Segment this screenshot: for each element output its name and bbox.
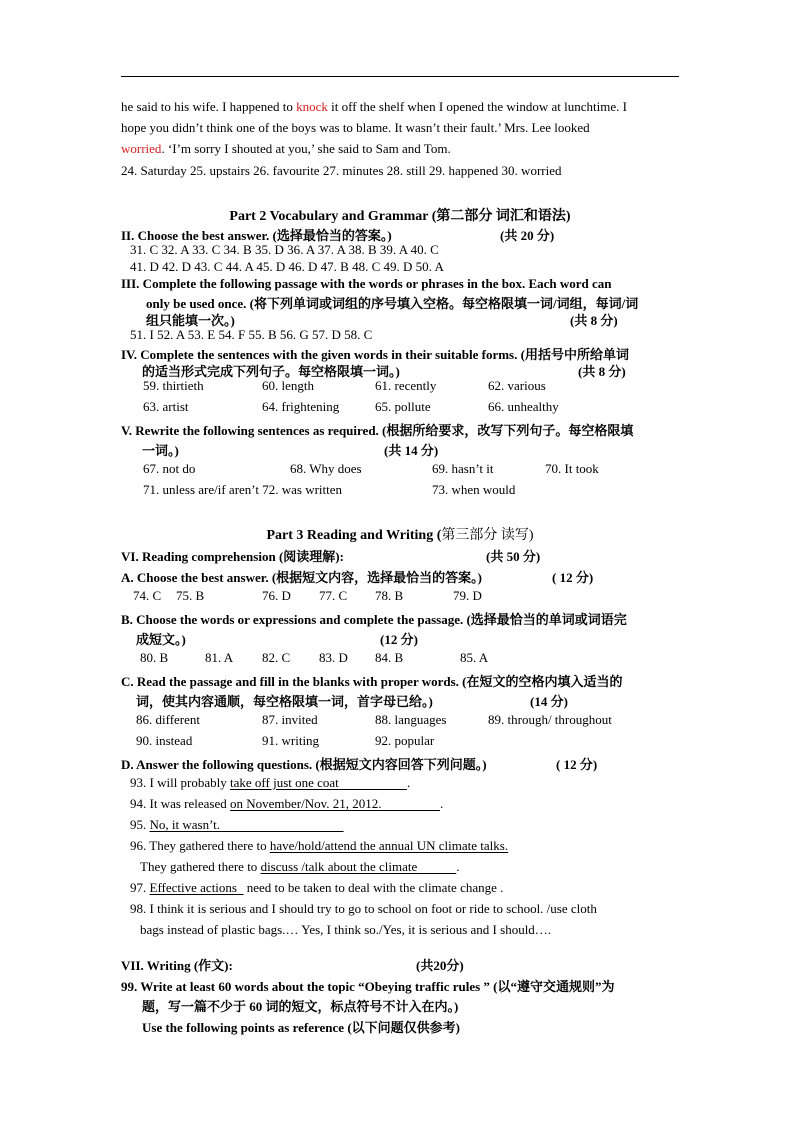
sec3-heading-1: III. Complete the following passage with the words or phrases in the box. Each word can — [121, 276, 612, 291]
answers-24-30: 24. Saturday 25. upstairs 26. favourite 27. minutes 28. still 29. happened 30. worried — [121, 163, 562, 178]
q99-line-1: 99. Write at least 60 words about the topic “Obeying traffic rules ” (以“遵守交通规则”为 — [121, 979, 615, 994]
sec5-heading-2: 一词。) — [142, 443, 179, 458]
sec3-heading-3: 组只能填一次。) — [146, 313, 235, 328]
q99-line-3: Use the following points as reference (以下问题仅供参考) — [142, 1020, 460, 1035]
answer-61: 61. recently — [375, 378, 437, 393]
answer-98a: 98. I think it is serious and I should try to go to school on foot or ride to school. /use cloth — [130, 901, 597, 916]
sec6a-heading: A. Choose the best answer. (根据短文内容，选择最恰当的答案。) — [121, 570, 482, 585]
answer-70: 70. It took — [545, 461, 599, 476]
sec5-heading-1: V. Rewrite the following sentences as required. (根据所给要求，改写下列句子。每空格限填 — [121, 423, 634, 438]
sec4-heading-2: 的适当形式完成下列句子。每空格限填一词。) — [142, 364, 400, 379]
sec6c-heading-1: C. Read the passage and fill in the blanks with proper words. (在短文的空格内填入适当的 — [121, 674, 623, 689]
part2-title: Part 2 Vocabulary and Grammar (第二部分 词汇和语法) — [229, 209, 571, 224]
sec6d-heading: D. Answer the following questions. (根据短文内容回答下列问题。) — [121, 757, 487, 772]
answer-93: 93. I will probably take off just one coat​ . — [130, 775, 411, 790]
answer-84: 84. B — [375, 650, 404, 665]
answer-80: 80. B — [140, 650, 169, 665]
sec6b-heading-1: B. Choose the words or expressions and complete the passage. (选择最恰当的单词或词语完 — [121, 612, 627, 627]
answers-31-40: 31. C 32. A 33. C 34. B 35. D 36. A 37. A 38. B 39. A 40. C — [130, 242, 439, 257]
sec6-heading: VI. Reading comprehension (阅读理解): — [121, 549, 344, 564]
story-line-2: hope you didn’t think one of the boys was to blame. It wasn’t their fault.’ Mrs. Lee looked — [121, 120, 590, 135]
answer-95: 95. No, it wasn’t.​ — [130, 817, 344, 832]
answer-85: 85. A — [460, 650, 489, 665]
answer-63: 63. artist — [143, 399, 189, 414]
answer-78: 78. B — [375, 588, 404, 603]
sec5-score: (共 14 分) — [384, 443, 439, 458]
answer-96b: They gathered there to discuss /talk about the climate​ . — [140, 859, 460, 874]
sec2-score: (共 20 分) — [500, 228, 555, 243]
answer-64: 64. frightening — [262, 399, 340, 414]
answer-92: 92. popular — [375, 733, 435, 748]
answer-89: 89. through/ throughout — [488, 712, 612, 727]
sec6c-score: (14 分) — [530, 694, 568, 709]
sec6a-score: ( 12 分) — [552, 570, 594, 585]
sec4-score: (共 8 分) — [578, 364, 626, 379]
answer-66: 66. unhealthy — [488, 399, 559, 414]
answer-59: 59. thirtieth — [143, 378, 204, 393]
answer-65: 65. pollute — [375, 399, 431, 414]
sec6b-heading-2: 成短文。) — [136, 632, 186, 647]
answers-71-72: 71. unless are/if aren’t 72. was written — [143, 482, 343, 497]
sec6c-heading-2: 词，使其内容通顺，每空格限填一词，首字母已给。) — [136, 694, 433, 709]
answer-67: 67. not do — [143, 461, 196, 476]
answers-41-50: 41. D 42. D 43. C 44. A 45. D 46. D 47. B 48. C 49. D 50. A — [130, 259, 444, 274]
answer-88: 88. languages — [375, 712, 447, 727]
answer-86: 86. different — [136, 712, 201, 727]
answer-75: 75. B — [176, 588, 205, 603]
answer-91: 91. writing — [262, 733, 320, 748]
answer-60: 60. length — [262, 378, 314, 393]
answer-knock: knock — [296, 99, 328, 114]
sec7-heading: VII. Writing (作文): — [121, 958, 233, 973]
answer-87: 87. invited — [262, 712, 318, 727]
sec3-heading-2: only be used once. (将下列单词或词组的序号填入空格。每空格限填一词/词组，每词/词 — [146, 296, 639, 311]
answer-79: 79. D — [453, 588, 482, 603]
answer-76: 76. D — [262, 588, 291, 603]
answer-82: 82. C — [262, 650, 291, 665]
answer-worried: worried — [121, 141, 162, 156]
sec6d-score: ( 12 分) — [556, 757, 598, 772]
story-line-3: worried. ‘I’m sorry I shouted at you,’ she said to Sam and Tom. — [121, 141, 451, 156]
answer-98b: bags instead of plastic bags.… Yes, I think so./Yes, it is serious and I should…. — [140, 922, 552, 937]
answer-96a: 96. They gathered there to have/hold/attend the annual UN climate talks. — [130, 838, 509, 853]
sec4-heading-1: IV. Complete the sentences with the given words in their suitable forms. (用括号中所给单词 — [121, 347, 629, 362]
answer-68: 68. Why does — [290, 461, 362, 476]
sec6b-score: (12 分) — [380, 632, 418, 647]
answer-62: 62. various — [488, 378, 546, 393]
sec3-score: (共 8 分) — [570, 313, 618, 328]
answer-74: 74. C — [133, 588, 162, 603]
answer-77: 77. C — [319, 588, 348, 603]
q99-line-2: 题，写一篇不少于 60 词的短文，标点符号不计入在内。) — [142, 999, 459, 1014]
sec2-heading: II. Choose the best answer. (选择最恰当的答案。) — [121, 228, 392, 243]
answer-97: 97. Effective actions​ need to be taken to deal with the climate change . — [130, 880, 504, 895]
header-rule — [121, 76, 679, 77]
part3-title: Part 3 Reading and Writing (第三部分 读写) — [266, 528, 534, 543]
answer-83: 83. D — [319, 650, 348, 665]
answer-94: 94. It was released on November/Nov. 21, 2012.​ . — [130, 796, 444, 811]
answer-81: 81. A — [205, 650, 234, 665]
sec6-score: (共 50 分) — [486, 549, 541, 564]
story-line-1: he said to his wife. I happened to knock it off the shelf when I opened the window at lunchtime. I — [121, 99, 627, 114]
answer-73: 73. when would — [432, 482, 516, 497]
answer-69: 69. hasn’t it — [432, 461, 494, 476]
sec7-score: (共20分) — [416, 958, 464, 973]
answers-51-58: 51. I 52. A 53. E 54. F 55. B 56. G 57. D 58. C — [130, 327, 373, 342]
answer-90: 90. instead — [136, 733, 193, 748]
